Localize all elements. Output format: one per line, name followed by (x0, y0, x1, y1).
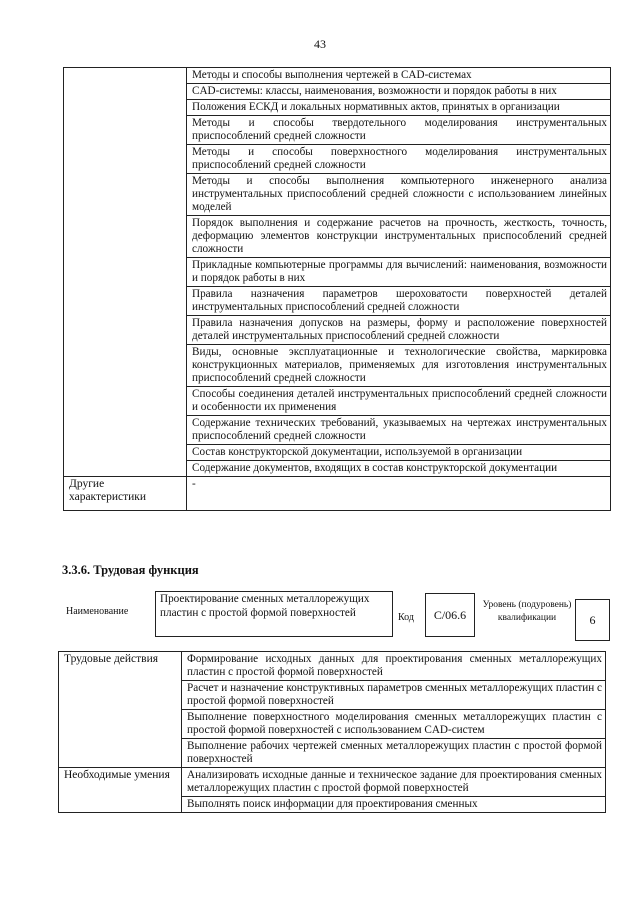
table-row: Прикладные компьютерные программы для вычислений: наименования, возможности и порядок работы в них (187, 258, 611, 287)
table-row: Методы и способы твердотельного моделирования инструментальных приспособлений средней сложности (187, 116, 611, 145)
table-row: Содержание документов, входящих в состав конструкторской документации (187, 461, 611, 477)
table-row: Методы и способы поверхностного моделирования инструментальных приспособлений средней сложности (187, 145, 611, 174)
table-row: Правила назначения параметров шероховатости поверхностей деталей инструментальных приспособлений средней сложности (187, 287, 611, 316)
function-table (58, 651, 606, 813)
table-row: Состав конструкторской документации, используемой в организации (187, 445, 611, 461)
table-row: Анализировать исходные данные и техническое задание для проектирования сменных металлорежущих пластин с простой формой поверхностей (182, 768, 606, 797)
table-row: Выполнение поверхностного моделирования сменных металлорежущих пластин с простой формой поверхностей с использованием CAD-систем (182, 710, 606, 739)
labor-actions-label: Трудовые действия (59, 652, 182, 768)
section-title: 3.3.6. Трудовая функция (62, 563, 199, 577)
table-row: Формирование исходных данных для проектирования сменных металлорежущих пластин с простой формой поверхностей (182, 652, 606, 681)
page-number: 43 (314, 37, 326, 51)
code-value: C/06.6 (425, 593, 475, 637)
table-row: Положения ЕСКД и локальных нормативных актов, принятых в организации (187, 100, 611, 116)
knowledge-table (63, 67, 611, 511)
table-row: Виды, основные эксплуатационные и технологические свойства, маркировка конструкционных материалов, применяемых для изготовления инструментальных приспособлений средней сложности (187, 345, 611, 387)
table-row: Способы соединения деталей инструментальных приспособлений средней сложности и особенности их применения (187, 387, 611, 416)
skills-label: Необходимые умения (59, 768, 182, 813)
other-characteristics-value: - (187, 477, 611, 511)
table-row: Методы и способы выполнения компьютерного инженерного анализа инструментальных приспособлений средней сложности с использованием линейных моделей (187, 174, 611, 216)
level-label: Уровень (подуровень) квалификации (482, 600, 572, 623)
table-label-cell (64, 68, 187, 477)
table-row: Порядок выполнения и содержание расчетов на прочность, жесткость, точность, деформацию элементов конструкции инструментальных приспособлений средней сложности (187, 216, 611, 258)
table-row: Содержание технических требований, указываемых на чертежах инструментальных приспособлений средней сложности (187, 416, 611, 445)
code-label: Код (398, 612, 414, 623)
table-row: Методы и способы выполнения чертежей в CAD-системах (187, 68, 611, 84)
name-label: Наименование (66, 606, 129, 617)
name-value: Проектирование сменных металлорежущих пластин с простой формой поверхностей (155, 591, 393, 637)
table-row: Выполнять поиск информации для проектирования сменных (182, 797, 606, 813)
table-row: Расчет и назначение конструктивных параметров сменных металлорежущих пластин с простой формой поверхностей (182, 681, 606, 710)
other-characteristics-label: Другие характеристики (64, 477, 187, 511)
table-row: Выполнение рабочих чертежей сменных металлорежущих пластин с простой формой поверхностей (182, 739, 606, 768)
level-value: 6 (575, 599, 610, 641)
table-row: CAD-системы: классы, наименования, возможности и порядок работы в них (187, 84, 611, 100)
table-row: Правила назначения допусков на размеры, форму и расположение поверхностей деталей инструментальных приспособлений средней сложности (187, 316, 611, 345)
